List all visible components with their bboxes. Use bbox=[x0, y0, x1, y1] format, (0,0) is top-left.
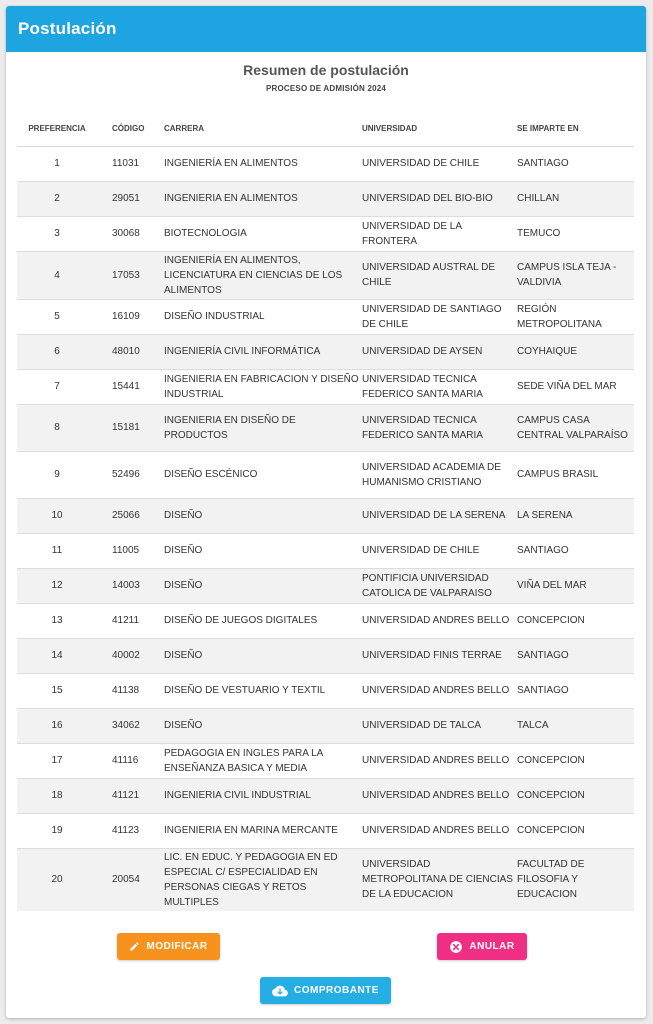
table-row bbox=[17, 404, 634, 451]
cancel-label: ANULAR bbox=[469, 941, 515, 952]
cell-universidad: UNIVERSIDAD DE LA FRONTERA bbox=[360, 216, 515, 251]
cancel-button[interactable] bbox=[437, 933, 527, 960]
cell-carrera: INGENIERIA EN DISEÑO DE PRODUCTOS bbox=[162, 404, 360, 451]
cell-carrera: LIC. EN EDUC. Y PEDAGOGIA EN ED ESPECIAL C/ ESPECIALIDAD EN PERSONAS CIEGAS Y RETOS MULTIPLES bbox=[162, 848, 360, 911]
cell-carrera: INGENIERÍA CIVIL INFORMÁTICA bbox=[162, 334, 360, 369]
cell-se-imparte-en: CONCEPCION bbox=[515, 778, 634, 813]
cell-universidad: UNIVERSIDAD AUSTRAL DE CHILE bbox=[360, 251, 515, 299]
cell-universidad: UNIVERSIDAD DE LA SERENA bbox=[360, 498, 515, 533]
cell-codigo: 41116 bbox=[97, 743, 162, 778]
cell-universidad: UNIVERSIDAD ANDRES BELLO bbox=[360, 603, 515, 638]
cell-carrera: INGENIERIA EN ALIMENTOS bbox=[162, 181, 360, 216]
table-row bbox=[17, 146, 634, 181]
cell-preferencia: 1 bbox=[17, 146, 97, 181]
table-row bbox=[17, 743, 634, 778]
cell-preferencia: 17 bbox=[17, 743, 97, 778]
cell-preferencia: 4 bbox=[17, 251, 97, 299]
cell-se-imparte-en: CONCEPCION bbox=[515, 813, 634, 848]
cell-universidad: UNIVERSIDAD DE CHILE bbox=[360, 533, 515, 568]
col-se-imparte-en: SE IMPARTE EN bbox=[517, 123, 579, 133]
col-carrera: CARRERA bbox=[164, 123, 204, 133]
table-row bbox=[17, 334, 634, 369]
cell-universidad: PONTIFICIA UNIVERSIDAD CATOLICA DE VALPARAISO bbox=[360, 568, 515, 603]
cell-universidad: UNIVERSIDAD ANDRES BELLO bbox=[360, 743, 515, 778]
cell-universidad: UNIVERSIDAD TECNICA FEDERICO SANTA MARIA bbox=[360, 369, 515, 404]
receipt-label: COMPROBANTE bbox=[294, 985, 379, 996]
table-row bbox=[17, 369, 634, 404]
table-row bbox=[17, 848, 634, 911]
cell-se-imparte-en: CHILLAN bbox=[515, 181, 634, 216]
cell-universidad: UNIVERSIDAD DE CHILE bbox=[360, 146, 515, 181]
summary-title: Resumen de postulación bbox=[243, 62, 409, 78]
cell-preferencia: 13 bbox=[17, 603, 97, 638]
table-row bbox=[17, 673, 634, 708]
cell-codigo: 29051 bbox=[97, 181, 162, 216]
cell-preferencia: 3 bbox=[17, 216, 97, 251]
cell-se-imparte-en: SANTIAGO bbox=[515, 533, 634, 568]
cell-preferencia: 8 bbox=[17, 404, 97, 451]
table-row bbox=[17, 638, 634, 673]
cell-carrera: DISEÑO bbox=[162, 498, 360, 533]
cell-preferencia: 9 bbox=[17, 451, 97, 498]
cell-se-imparte-en: FACULTAD DE FILOSOFIA Y EDUCACION bbox=[515, 848, 634, 911]
cell-codigo: 41123 bbox=[97, 813, 162, 848]
cloud-download-icon bbox=[272, 985, 288, 997]
cell-carrera: DISEÑO INDUSTRIAL bbox=[162, 299, 360, 334]
cell-universidad: UNIVERSIDAD ANDRES BELLO bbox=[360, 778, 515, 813]
table-row bbox=[17, 498, 634, 533]
cell-universidad: UNIVERSIDAD DE AYSEN bbox=[360, 334, 515, 369]
cell-se-imparte-en: REGIÓN METROPOLITANA bbox=[515, 299, 634, 334]
cell-universidad: UNIVERSIDAD DEL BIO-BIO bbox=[360, 181, 515, 216]
modify-label: MODIFICAR bbox=[146, 941, 208, 952]
col-codigo: CÓDIGO bbox=[112, 123, 145, 133]
modify-button[interactable] bbox=[117, 933, 220, 960]
cell-se-imparte-en: TALCA bbox=[515, 708, 634, 743]
cell-se-imparte-en: TEMUCO bbox=[515, 216, 634, 251]
cell-preferencia: 15 bbox=[17, 673, 97, 708]
cell-carrera: INGENIERIA EN FABRICACION Y DISEÑO INDUSTRIAL bbox=[162, 369, 360, 404]
cell-codigo: 16109 bbox=[97, 299, 162, 334]
cell-carrera: INGENIERÍA EN ALIMENTOS, LICENCIATURA EN CIENCIAS DE LOS ALIMENTOS bbox=[162, 251, 360, 299]
cell-universidad: UNIVERSIDAD DE SANTIAGO DE CHILE bbox=[360, 299, 515, 334]
cell-carrera: DISEÑO DE JUEGOS DIGITALES bbox=[162, 603, 360, 638]
cell-preferencia: 20 bbox=[17, 848, 97, 911]
card-header bbox=[6, 6, 646, 52]
summary-subtitle: PROCESO DE ADMISIÓN 2024 bbox=[265, 84, 387, 93]
summary-titles bbox=[6, 52, 646, 93]
cell-codigo: 34062 bbox=[97, 708, 162, 743]
cell-codigo: 14003 bbox=[97, 568, 162, 603]
cell-carrera: INGENIERIA CIVIL INDUSTRIAL bbox=[162, 778, 360, 813]
cell-se-imparte-en: LA SERENA bbox=[515, 498, 634, 533]
cell-carrera: BIOTECNOLOGIA bbox=[162, 216, 360, 251]
table-row bbox=[17, 451, 634, 498]
cell-universidad: UNIVERSIDAD ANDRES BELLO bbox=[360, 673, 515, 708]
cell-preferencia: 18 bbox=[17, 778, 97, 813]
cell-se-imparte-en: SANTIAGO bbox=[515, 673, 634, 708]
cell-carrera: INGENIERÍA EN ALIMENTOS bbox=[162, 146, 360, 181]
page-title: Postulación bbox=[18, 19, 117, 38]
cell-se-imparte-en: SANTIAGO bbox=[515, 146, 634, 181]
table-row bbox=[17, 813, 634, 848]
cell-preferencia: 16 bbox=[17, 708, 97, 743]
preferences-table bbox=[17, 111, 634, 911]
cell-codigo: 52496 bbox=[97, 451, 162, 498]
cell-se-imparte-en: CAMPUS CASA CENTRAL VALPARAÍSO bbox=[515, 404, 634, 451]
table-row bbox=[17, 603, 634, 638]
cell-universidad: UNIVERSIDAD DE TALCA bbox=[360, 708, 515, 743]
cell-se-imparte-en: CAMPUS ISLA TEJA - VALDIVIA bbox=[515, 251, 634, 299]
cell-codigo: 41138 bbox=[97, 673, 162, 708]
table-header-row bbox=[17, 111, 634, 146]
cell-carrera: PEDAGOGIA EN INGLES PARA LA ENSEÑANZA BASICA Y MEDIA bbox=[162, 743, 360, 778]
col-universidad: UNIVERSIDAD bbox=[362, 123, 418, 133]
cell-carrera: DISEÑO DE VESTUARIO Y TEXTIL bbox=[162, 673, 360, 708]
cell-carrera: DISEÑO ESCÉNICO bbox=[162, 451, 360, 498]
cell-se-imparte-en: SEDE VIÑA DEL MAR bbox=[515, 369, 634, 404]
cell-codigo: 17053 bbox=[97, 251, 162, 299]
cell-se-imparte-en: COYHAIQUE bbox=[515, 334, 634, 369]
table-row bbox=[17, 181, 634, 216]
cell-universidad: UNIVERSIDAD TECNICA FEDERICO SANTA MARIA bbox=[360, 404, 515, 451]
col-preferencia: PREFERENCIA bbox=[28, 123, 86, 133]
table-row bbox=[17, 708, 634, 743]
cell-codigo: 48010 bbox=[97, 334, 162, 369]
receipt-button[interactable] bbox=[260, 977, 391, 1004]
table-row bbox=[17, 299, 634, 334]
cell-codigo: 11005 bbox=[97, 533, 162, 568]
cell-preferencia: 12 bbox=[17, 568, 97, 603]
table-row bbox=[17, 533, 634, 568]
cell-codigo: 25066 bbox=[97, 498, 162, 533]
cell-codigo: 15181 bbox=[97, 404, 162, 451]
cell-codigo: 30068 bbox=[97, 216, 162, 251]
cell-se-imparte-en: SANTIAGO bbox=[515, 638, 634, 673]
cell-preferencia: 5 bbox=[17, 299, 97, 334]
cell-preferencia: 14 bbox=[17, 638, 97, 673]
cell-carrera: INGENIERIA EN MARINA MERCANTE bbox=[162, 813, 360, 848]
cell-se-imparte-en: CONCEPCION bbox=[515, 603, 634, 638]
close-circle-icon bbox=[449, 940, 463, 954]
cell-se-imparte-en: VIÑA DEL MAR bbox=[515, 568, 634, 603]
cell-codigo: 40002 bbox=[97, 638, 162, 673]
table-row bbox=[17, 216, 634, 251]
cell-preferencia: 10 bbox=[17, 498, 97, 533]
cell-preferencia: 6 bbox=[17, 334, 97, 369]
table-row bbox=[17, 568, 634, 603]
table-row bbox=[17, 778, 634, 813]
cell-codigo: 41121 bbox=[97, 778, 162, 813]
cell-universidad: UNIVERSIDAD FINIS TERRAE bbox=[360, 638, 515, 673]
cell-carrera: DISEÑO bbox=[162, 638, 360, 673]
pencil-icon bbox=[129, 941, 140, 952]
cell-universidad: UNIVERSIDAD METROPOLITANA DE CIENCIAS DE LA EDUCACION bbox=[360, 848, 515, 911]
cell-preferencia: 7 bbox=[17, 369, 97, 404]
cell-se-imparte-en: CONCEPCION bbox=[515, 743, 634, 778]
table-row bbox=[17, 251, 634, 299]
cell-universidad: UNIVERSIDAD ACADEMIA DE HUMANISMO CRISTIANO bbox=[360, 451, 515, 498]
cell-carrera: DISEÑO bbox=[162, 708, 360, 743]
application-card bbox=[6, 6, 646, 1018]
cell-preferencia: 11 bbox=[17, 533, 97, 568]
cell-codigo: 11031 bbox=[97, 146, 162, 181]
cell-universidad: UNIVERSIDAD ANDRES BELLO bbox=[360, 813, 515, 848]
cell-preferencia: 2 bbox=[17, 181, 97, 216]
table-body bbox=[17, 146, 634, 911]
cell-preferencia: 19 bbox=[17, 813, 97, 848]
cell-se-imparte-en: CAMPUS BRASIL bbox=[515, 451, 634, 498]
cell-codigo: 20054 bbox=[97, 848, 162, 911]
cell-carrera: DISEÑO bbox=[162, 568, 360, 603]
cell-codigo: 41211 bbox=[97, 603, 162, 638]
cell-carrera: DISEÑO bbox=[162, 533, 360, 568]
cell-codigo: 15441 bbox=[97, 369, 162, 404]
